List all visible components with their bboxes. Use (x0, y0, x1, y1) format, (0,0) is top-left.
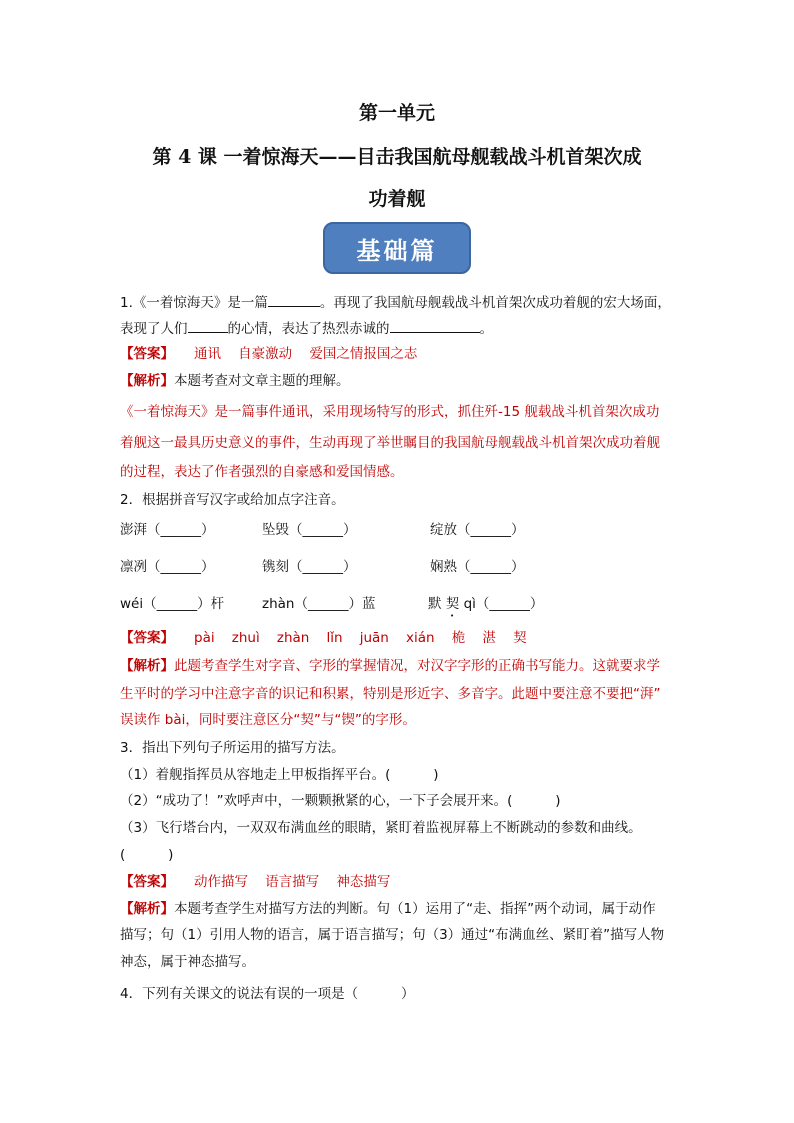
q2-item: 澎湃（______） (120, 522, 215, 538)
q3-analysis-l2: 描写；句（1）引用人物的语言，属于语言描写；句（3）通过“布满血丝、紧盯着”描写人物 (120, 927, 665, 943)
lesson-title: 第 4 课 一着惊海天——目击我国航母舰载战斗机首架次成 (152, 146, 642, 168)
lesson-title-cont: 功着舰 (368, 188, 426, 210)
q2-analysis-l2: 生平时的学习中注意字音的识记和积累，特别是形近字、多音字。此题中要注意不要把“湃” (120, 686, 661, 702)
blank (268, 292, 320, 307)
q2-stem: 2．根据拼音写汉字或给加点字注音。 (120, 492, 345, 508)
q1-line1: 1.《一着惊海天》是一篇 。再现了我国航母舰载战斗机首架次成功着舰的宏大场面， (120, 292, 671, 312)
q2-analysis-l1: 【解析】此题考查学生对字音、字形的掌握情况，对汉字字形的正确书写能力。这就要求学 (120, 658, 660, 674)
q2-item: 镌刻（______） (262, 559, 357, 575)
q1-analysis-l3: 的过程，表达了作者强烈的自豪感和爱国情感。 (120, 464, 404, 480)
section-badge: 基础篇 (323, 222, 471, 274)
blank (188, 318, 228, 333)
q1-answer: 【答案】 通讯 自豪激动 爱国之情报国之志 (120, 346, 418, 362)
q1-analysis-l1: 《一着惊海天》是一篇事件通讯，采用现场特写的形式，抓住歼-15 舰载战斗机首架次成功 (120, 404, 660, 420)
q3-sentence-3: （3）飞行塔台内，一双双布满血丝的眼睛，紧盯着监视屏幕上不断跳动的参数和曲线。 (120, 820, 642, 836)
q2-item: wéi（______）杆 (120, 596, 225, 612)
q3-sentence-3-paren: ( ) (120, 847, 174, 863)
q2-item: 绽放（______） (430, 522, 525, 538)
q2-item: 娴熟（______） (430, 559, 525, 575)
blank (390, 318, 480, 333)
q1-line2: 表现了人们 的心情，表达了热烈赤诚的 。 (120, 318, 493, 338)
q2-item: 坠毁（______） (262, 522, 357, 538)
q2-item: 默 契 qì（______） (428, 596, 544, 612)
q1-analysis-head: 【解析】本题考查对文章主题的理解。 (120, 373, 350, 389)
q2-item: 凛冽（______） (120, 559, 215, 575)
q3-analysis-l1: 【解析】本题考查学生对描写方法的判断。句（1）运用了“走、指挥”两个动词，属于动作 (120, 901, 656, 917)
q1-analysis-l2: 着舰这一最具历史意义的事件，生动再现了举世瞩目的我国航母舰载战斗机首架次成功着舰 (120, 435, 660, 451)
q3-stem: 3．指出下列句子所运用的描写方法。 (120, 740, 345, 756)
unit-title: 第一单元 (358, 102, 435, 124)
q2-answer: 【答案】 pài zhuì zhàn lǐn juān xián 桅 湛 契 (120, 630, 527, 646)
q3-sentence-2: （2）“成功了！”欢呼声中，一颗颗揪紧的心，一下子会展开来。( ) (120, 793, 561, 809)
q3-analysis-l3: 神态，属于神态描写。 (120, 954, 255, 970)
q4-stem: 4．下列有关课文的说法有误的一项是（ ） (120, 986, 415, 1002)
q2-item: zhàn（______）蓝 (262, 596, 376, 612)
q3-answer: 【答案】 动作描写 语言描写 神态描写 (120, 874, 391, 890)
q2-analysis-l3: 误读作 bài，同时要注意区分“契”与“锲”的字形。 (120, 712, 416, 728)
q3-sentence-1: （1）着舰指挥员从容地走上甲板指挥平台。( ) (120, 767, 439, 783)
